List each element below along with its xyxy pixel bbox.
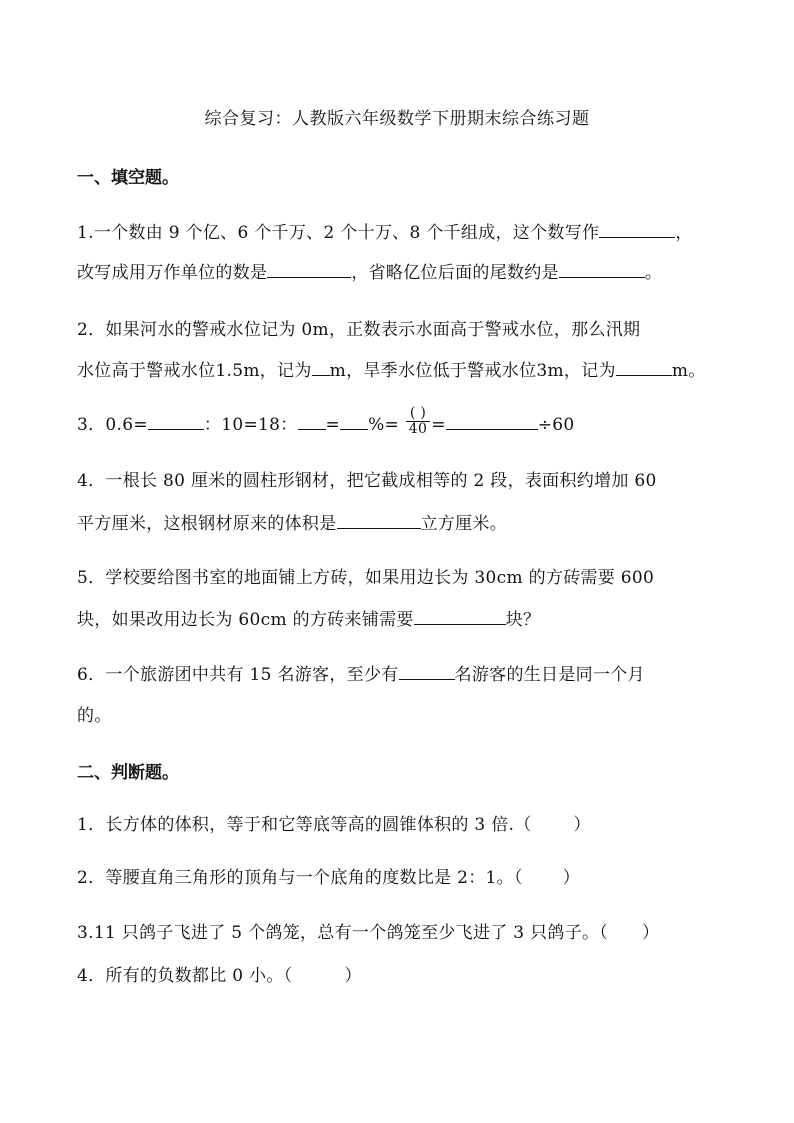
question-6-line-2: 的。 xyxy=(77,706,112,726)
question-2-line-1: 2．如果河水的警戒水位记为 0m，正数表示水面高于警戒水位，那么汛期 xyxy=(77,320,641,340)
question-4-line-2: 平方厘米，这根钢材原来的体积是 立方厘米。 xyxy=(77,514,507,534)
answer-blank[interactable] xyxy=(616,359,672,376)
question-3: 3．0.6= ：10=18： = %= $\frac{( )}{40}$ = ÷60 xyxy=(77,405,575,437)
judge-question-3: 3.11 只鸽子飞进了 5 个鸽笼，总有一个鸽笼至少飞进了 3 只鸽子。（ ） xyxy=(77,923,660,943)
answer-blank[interactable] xyxy=(599,221,675,238)
judge-question-4: 4．所有的负数都比 0 小。（ ） xyxy=(77,966,362,986)
question-4-line-1: 4．一根长 80 厘米的圆柱形钢材，把它截成相等的 2 段，表面积约增加 60 xyxy=(77,471,657,491)
answer-blank[interactable] xyxy=(148,413,204,430)
answer-blank[interactable] xyxy=(340,413,368,430)
page-title: 综合复习：人教版六年级数学下册期末综合练习题 xyxy=(204,109,590,129)
question-2-line-2: 水位高于警戒水位1.5m，记为 m，旱季水位低于警戒水位3m，记为 m。 xyxy=(77,361,706,381)
section-heading-true-false: 二、判断题。 xyxy=(77,763,179,783)
question-5-line-1: 5．学校要给图书室的地面铺上方砖，如果用边长为 30cm 的方砖需要 600 xyxy=(77,568,655,588)
answer-blank[interactable] xyxy=(446,413,538,430)
answer-blank[interactable] xyxy=(399,663,455,680)
question-5-line-2: 块，如果改用边长为 60cm 的方砖来铺需要 块？ xyxy=(77,610,541,630)
fraction-over-40: $\frac{( )}{40}$ xyxy=(406,406,430,437)
section-heading-fill-blanks: 一、填空题。 xyxy=(77,168,179,188)
answer-blank[interactable] xyxy=(298,413,326,430)
question-6-line-1: 6．一个旅游团中共有 15 名游客，至少有 名游客的生日是同一个月 xyxy=(77,665,645,685)
answer-blank[interactable] xyxy=(559,261,645,278)
answer-blank[interactable] xyxy=(337,512,421,529)
answer-blank[interactable] xyxy=(267,261,351,278)
judge-question-2: 2．等腰直角三角形的顶角与一个底角的度数比是 2：1。（ ） xyxy=(77,868,581,888)
answer-blank[interactable] xyxy=(414,608,506,625)
answer-blank[interactable] xyxy=(312,359,330,376)
judge-question-1: 1．长方体的体积，等于和它等底等高的圆锥体积的 3 倍.（ ） xyxy=(77,815,591,835)
question-1-line-2: 改写成用万作单位的数是 ，省略亿位后面的尾数约是 。 xyxy=(77,263,663,283)
question-1-line-1: 1.一个数由 9 个亿、6 个千万、2 个十万、8 个千组成，这个数写作 ， xyxy=(77,223,693,243)
